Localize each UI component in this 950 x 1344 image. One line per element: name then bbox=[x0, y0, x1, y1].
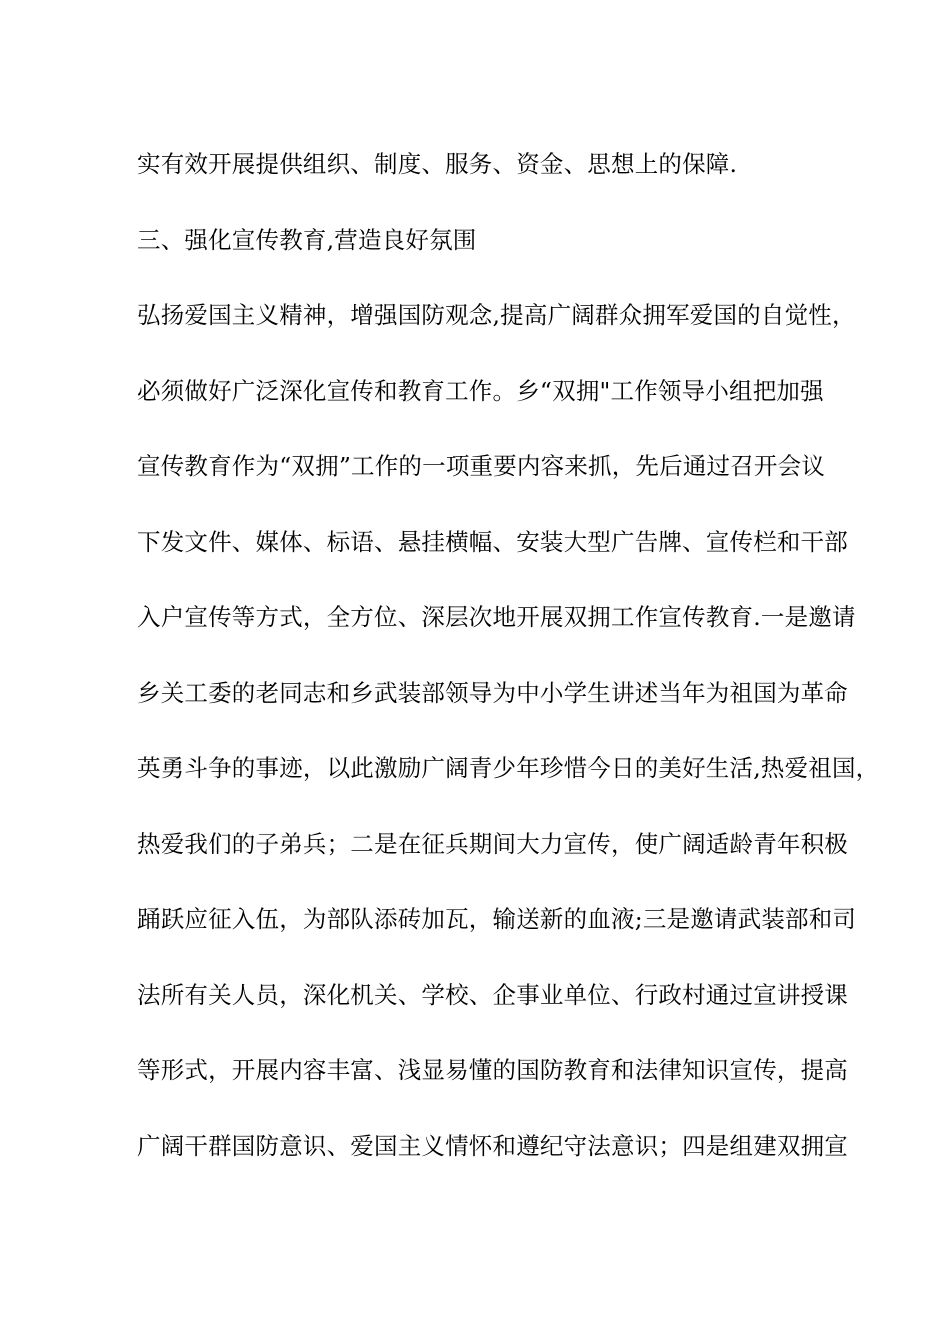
section-heading: 三、强化宣传教育,营造良好氛围 bbox=[137, 225, 477, 254]
text-line: 热爱我们的子弟兵；二是在征兵期间大力宣传，使广阔适龄青年积极 bbox=[137, 829, 848, 858]
text-line: 弘扬爱国主义精神，增强国防观念,提高广阔群众拥军爱国的自觉性， bbox=[137, 301, 856, 329]
text-line: 等形式，开展内容丰富、浅显易懂的国防教育和法律知识宣传，提高 bbox=[137, 1056, 848, 1084]
text-line: 入户宣传等方式，全方位、深层次地开展双拥工作宣传教育.一是邀请 bbox=[137, 603, 856, 631]
text-line: 踊跃应征入伍，为部队添砖加瓦，输送新的血液;三是邀请武装部和司 bbox=[137, 905, 857, 933]
text-line: 广阔干群国防意识、爱国主义情怀和遵纪守法意识；四是组建双拥宣 bbox=[137, 1131, 848, 1160]
text-line: 实有效开展提供组织、制度、服务、资金、思想上的保障. bbox=[137, 150, 738, 178]
text-line: 下发文件、媒体、标语、悬挂横幅、安装大型广告牌、宣传栏和干部 bbox=[137, 527, 848, 556]
text-line: 英勇斗争的事迹，以此激励广阔青少年珍惜今日的美好生活,热爱祖国， bbox=[137, 754, 880, 782]
text-line: 宣传教育作为“双拥”工作的一项重要内容来抓，先后通过召开会议 bbox=[137, 452, 826, 480]
text-line: 乡关工委的老同志和乡武装部领导为中小学生讲述当年为祖国为革命 bbox=[137, 678, 848, 707]
text-line: 法所有关人员，深化机关、学校、企事业单位、行政村通过宣讲授课 bbox=[137, 980, 848, 1009]
body-text bbox=[137, 140, 880, 1197]
text-line: 必须做好广泛深化宣传和教育工作。乡“双拥"工作领导小组把加强 bbox=[137, 376, 824, 405]
